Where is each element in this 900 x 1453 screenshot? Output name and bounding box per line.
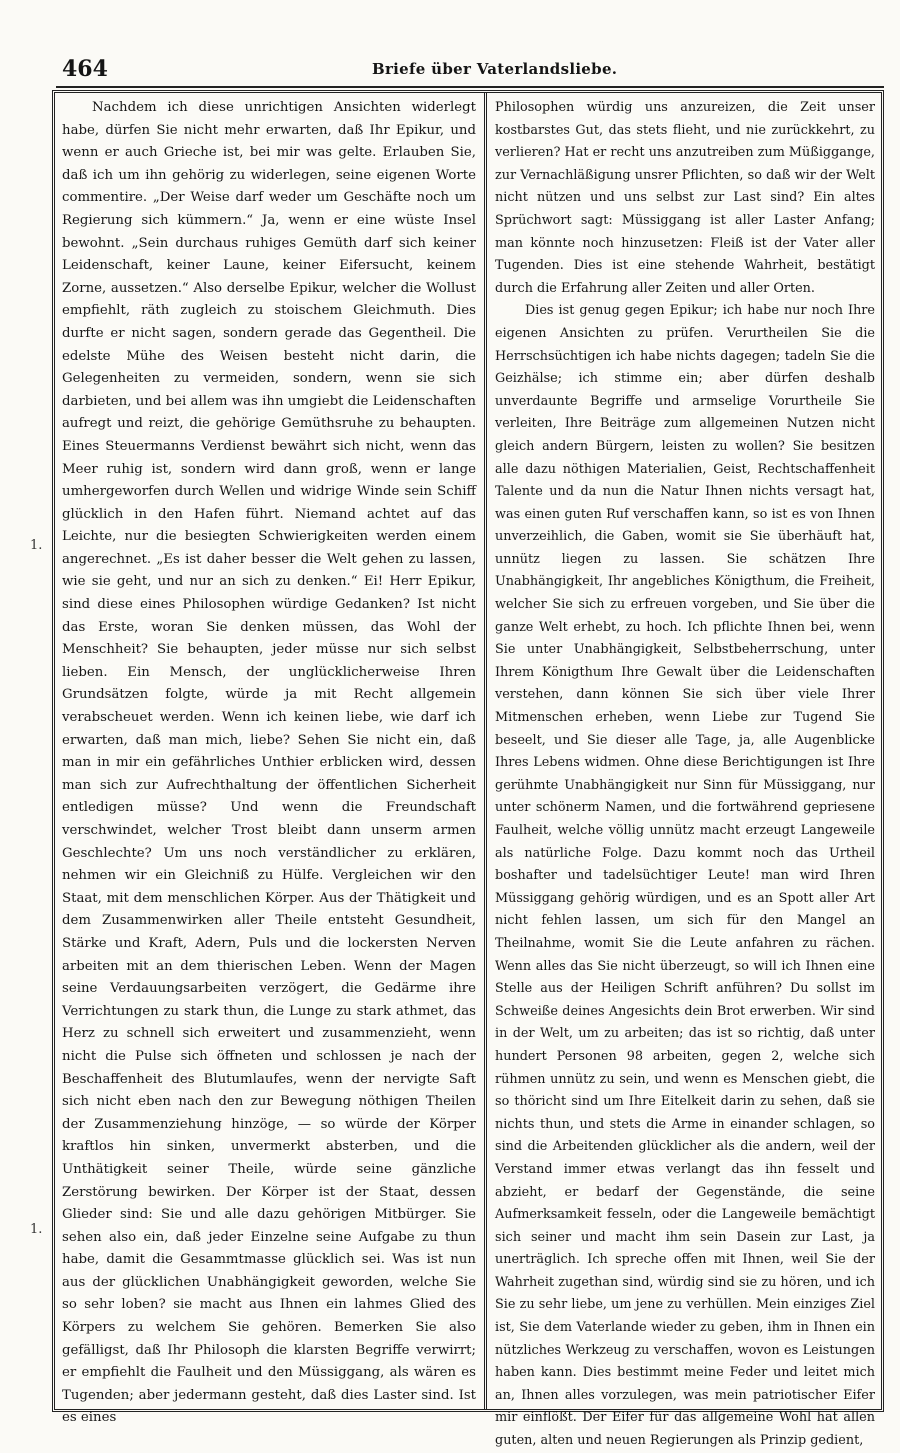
left-column (62, 97, 476, 1430)
running-title: Briefe über Vaterlandsliebe. (372, 60, 618, 78)
paragraph: Nachdem ich diese unrichtigen Ansichten widerlegt habe, dürfen Sie nicht mehr erwarten, daß Ihr Epikur, und wenn er auch Grieche ist, bei mir was gelte. Erlauben Sie, daß ich um ihn gehörig zu widerlegen, seine eigenen Worte commentire. „Der Weise darf weder um Geschäfte noch um Regierung sich kümmern.“ Ja, wenn er eine wüste Insel bewohnt. „Sein durchaus ruhiges Gemüth darf sich keiner Leidenschaft, keiner Laune, keiner Eifersucht, keinem Zorne, aussetzen.“ Also derselbe Epikur, welcher die Wollust empfiehlt, räth zugleich zu stoischem Gleichmuth. Dies durfte er nicht sagen, sondern gerade das Gegentheil. Die edelste Mühe des Weisen besteht nicht darin, die Gelegenheiten zu vermeiden, sondern, wenn sie sich darbieten, und bei allem was ihn umgiebt die Leidenschaften aufregt und reizt, die gehörige Gemüthsruhe zu behaupten. Eines Steuermanns Verdienst bewährt sich nicht, wenn das Meer ruhig ist, sondern wird dann groß, wenn er lange umhergeworfen durch Wellen und widrige Winde sein Schiff glücklich in den Hafen führt. Niemand achtet auf das Leichte, nur die besiegten Schwierigkeiten werden einem angerechnet. „Es ist daher besser die Welt gehen zu lassen, wie sie geht, und nur an sich zu denken.“ Ei! Herr Epikur, sind diese eines Philosophen würdige Gedanken? Ist nicht das Erste, woran Sie denken müssen, das Wohl der Menschheit? Sie behaupten, jeder müsse nur sich selbst lieben. Ein Mensch, der unglücklicherweise Ihren Grundsätzen folgte, würde ja mit Recht allgemein verabscheuet werden. Wenn ich keinen liebe, wie darf ich erwarten, daß man mich, liebe? Sehen Sie nicht ein, daß man in mir ein gefährliches Unthier erblicken wird, dessen man sich zur Aufrechthaltung der öffentlichen Sicherheit entledigen müsse? Und wenn die Freundschaft verschwindet, welcher Trost bleibt dann unserm armen Geschlechte? Um uns noch verständlicher zu erklären, nehmen wir ein Gleichniß zu Hülfe. Vergleichen wir den Staat, mit dem menschlichen Körper. Aus der Thätigkeit und dem Zusammenwirken aller Theile entsteht Gesundheit, Stärke und Kraft, Adern, Puls und die lockersten Nerven arbeiten mit an dem thierischen Leben. Wenn der Magen seine Verdauungsarbeiten verzögert, die Gedärme ihre Verrichtungen zu stark thun, die Lunge zu stark athmet, das Herz zu schnell sich erweitert und zusammenzieht, wenn nicht die Pulse sich öffneten und schlossen je nach der Beschaffenheit des Blutumlaufes, wenn der nervigte Saft sich nicht eben nach den zur Bewegung nöthigen Theilen der Zusammenziehung hinzöge, — so würde der Körper kraftlos hin sinken, unvermerkt absterben, und die Unthätigkeit seiner Theile, würde seine gänzliche Zerstörung bewirken. Der Körper ist der Staat, dessen Glieder sind: Sie und alle dazu gehörigen Mitbürger. Sie sehen also ein, daß jeder Einzelne seine Aufgabe zu thun habe, damit die Gesammtmasse glücklich sei. Was ist nun aus der glücklichen Unabhängigkeit geworden, welche Sie so sehr loben? sie macht aus Ihnen ein lahmes Glied des Körpers zu welchem Sie gehören. Bemerken Sie also gefälligst, daß Ihr Philosoph die klarsten Begriffe verwirrt; er empfiehlt die Faulheit und den Müssiggang, als wären es Tugenden; aber jedermann gesteht, daß dies Laster sind. Ist es eines (62, 100, 476, 1426)
paragraph: Philosophen würdig uns anzureizen, die Zeit unser kostbarstes Gut, das stets flieht, und nie zurückkehrt, zu verlieren? Hat er recht uns anzutreiben zum Müßiggange, zur Vernachläßigung unsrer Pflichten, so daß wir der Welt nicht nützen und uns selbst zur Last sind? Ein altes Sprüchwort sagt: Müssiggang ist aller Laster Anfang; man könnte noch hinzusetzen: Fleiß ist der Vater aller Tugenden. Dies ist eine stehende Wahrheit, bestätigt durch die Erfahrung aller Zeiten und aller Orten. (495, 100, 875, 296)
paragraph: Dies ist genug gegen Epikur; ich habe nur noch Ihre eigenen Ansichten zu prüfen. Verurtheilen Sie die Herrschsüchtigen ich habe nichts dagegen; tadeln Sie die Geizhälse; ich stimme ein; aber dürfen deshalb unverdaunte Begriffe und armselige Vorurtheile Sie verleiten, Ihre Beiträge zum allgemeinen Nutzen nicht gleich andern Bürgern, leisten zu wollen? Sie besitzen alle dazu nöthigen Materialien, Geist, Rechtschaffenheit Talente und da nun die Natur Ihnen nichts versagt hat, was einen guten Ruf verschaffen kann, so ist es von Ihnen unverzeihlich, die Gaben, womit sie Sie überhäuft hat, unnütz liegen zu lassen. Sie schätzen Ihre Unabhängigkeit, Ihr angebliches Königthum, die Freiheit, welcher Sie sich zu erfreuen vorgeben, und Sie über die ganze Welt erhebt, zu hoch. Ich pflichte Ihnen bei, wenn Sie unter Unabhängigkeit, Selbstbeherrschung, unter Ihrem Königthum Ihre Gewalt über die Leidenschaften verstehen, dann können Sie sich über viele Ihrer Mitmenschen erheben, wenn Liebe zur Tugend Sie beseelt, und Sie dieser alle Tage, ja, alle Augenblicke Ihres Lebens widmen. Ohne diese Berichtigungen ist Ihre gerühmte Unabhängigkeit nur Sinn für Müssiggang, nur unter schönerm Namen, und die fortwährend gepriesene Faulheit, welche völlig unnütz macht erzeugt Langeweile als natürliche Folge. Dazu kommt noch das Urtheil boshafter und tadelsüchtiger Leute! man wird Ihren Müssiggang gehörig würdigen, und es an Spott aller Art nicht fehlen lassen, um sich für den Mangel an Theilnahme, womit Sie die Leute anfahren zu rächen. Wenn alles das Sie nicht überzeugt, so will ich Ihnen eine Stelle aus der Heiligen Schrift anführen? Du sollst im Schweiße deines Angesichts dein Brot erwerben. Wir sind in der Welt, um zu arbeiten; das ist so richtig, daß unter hundert Personen 98 arbeiten, gegen 2, welche sich rühmen unnütz zu sein, und wenn es Menschen giebt, die so thöricht sind um Ihre Eitelkeit darin zu sehen, daß sie nichts thun, und stets die Arme in einander schlagen, so sind die Arbeitenden glücklicher als die andern, weil der Verstand immer etwas verlangt das ihn fesselt und abzieht, er bedarf der Gegenstände, die seine Aufmerksamkeit fesseln, oder die Langeweile bemächtigt sich seiner und macht ihm sein Dasein zur Last, ja unerträglich. Ich spreche offen mit Ihnen, weil Sie der Wahrheit zugethan sind, würdig sind sie zu hören, und ich Sie zu sehr liebe, um jene zu verhüllen. Mein einziges Ziel ist, Sie dem Vaterlande wieder zu geben, ihm in Ihnen ein nützliches Werkzeug zu verschaffen, wovon es Leistungen haben kann. Dies bestimmt meine Feder und leitet mich an, Ihnen alles vorzulegen, was mein patriotischer Eifer mir einflößt. Der Eifer für das allgemeine Wohl hat allen guten, alten und neuen Regierungen als Prinzip gedient, (495, 303, 875, 1449)
column-rule (484, 93, 487, 1409)
header-rule (56, 86, 884, 88)
margin-mark: 1. (30, 1222, 43, 1237)
margin-mark: 1. (30, 538, 43, 553)
right-column (495, 97, 875, 1453)
page-number: 464 (62, 56, 108, 82)
